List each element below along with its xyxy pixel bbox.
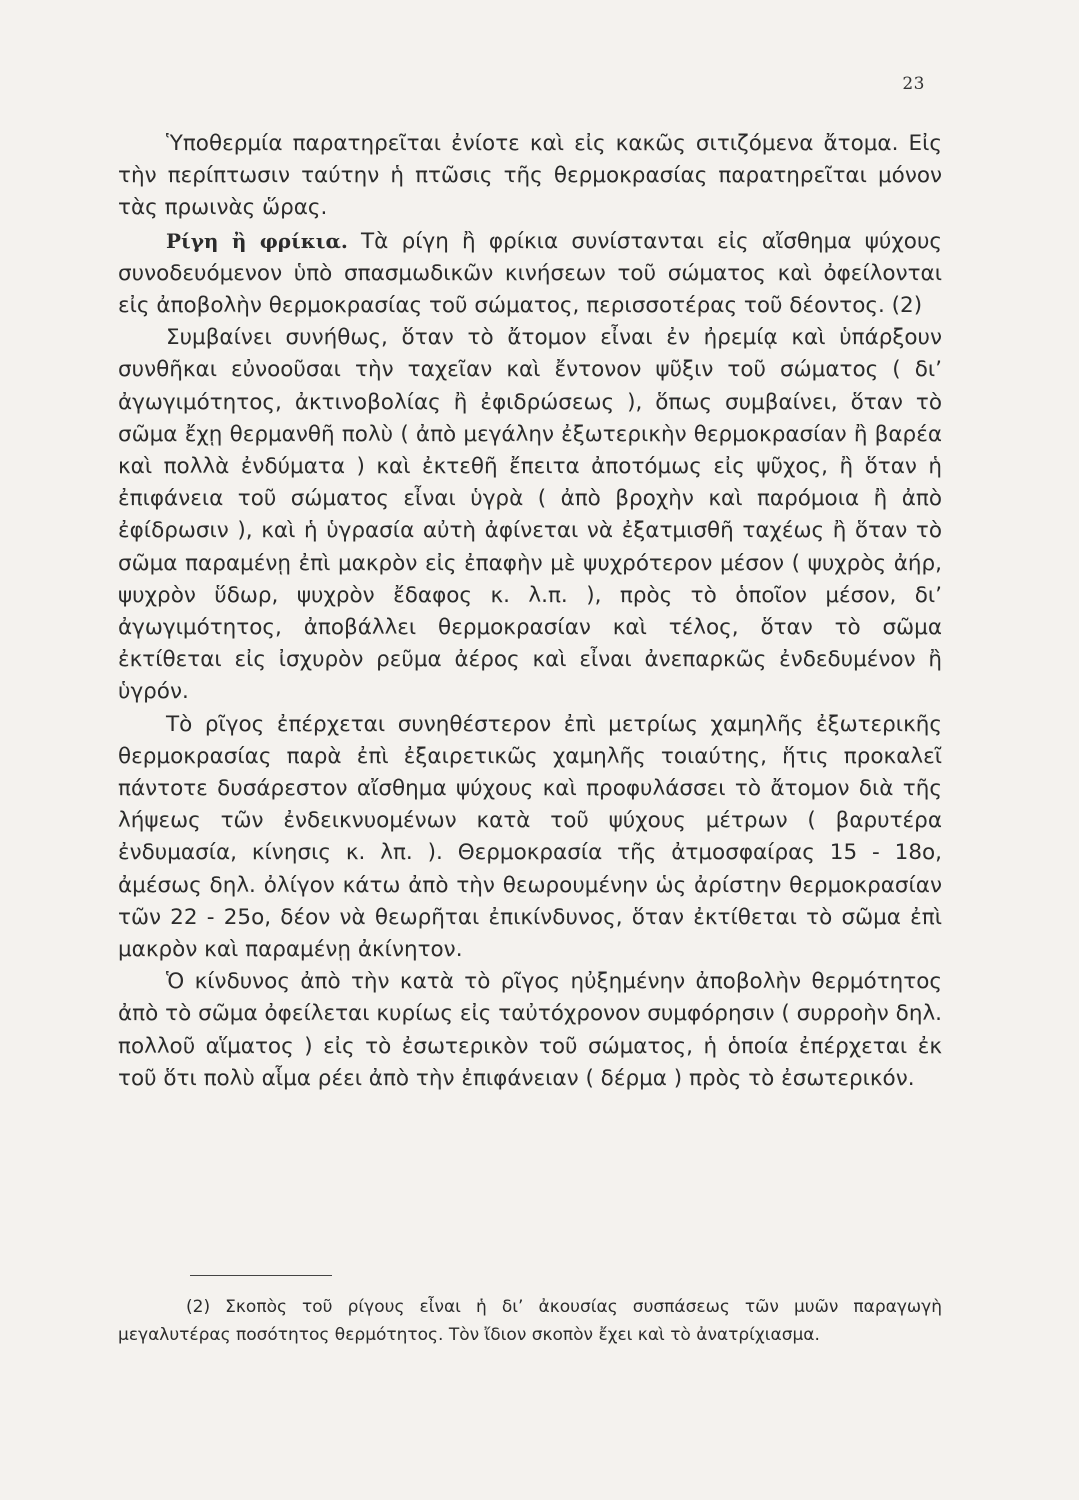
paragraph-rigors bbox=[118, 225, 942, 323]
page-number: 23 bbox=[902, 74, 925, 94]
paragraph-danger: Ὁ κίνδυνος ἀπὸ τὴν κατὰ τὸ ρῖγος ηὐξημένην ἀποβολὴν θερμότητος ἀπὸ τὸ σῶμα ὀφείλεται κυρίως εἰς ταὐτόχρονον συμφόρησιν ( συρροὴν δηλ. πολλοῦ αἵματος ) εἰς τὸ ἐσωτερικὸν τοῦ σώματος, ἡ ὁποία ἐπέρχεται ἐκ τοῦ ὅτι πολὺ αἷμα ρέει ἀπὸ τὴν ἐπιφάνειαν ( δέρμα ) πρὸς τὸ ἐσωτερικόν. bbox=[118, 969, 942, 1091]
paragraph-hypothermia: Ὑποθερμία παρατηρεῖται ἐνίοτε καὶ εἰς κακῶς σιτιζόμενα ἄτομα. Εἰς τὴν περίπτωσιν ταύτην ἡ πτῶσις τῆς θερμοκρασίας παρατηρεῖται μόνον τὰς πρωινὰς ὥρας. bbox=[118, 131, 942, 221]
paragraph-causes: Συμβαίνει συνήθως, ὅταν τὸ ἄτομον εἶναι ἐν ἠρεμίᾳ καὶ ὑπάρξουν συνθῆκαι εὐνοοῦσαι τὴν ταχεῖαν καὶ ἔντονον ψῦξιν τοῦ σώματος ( δι’ ἀγωγιμότητος, ἀκτινοβολίας ἢ ἐφιδρώσεως ), ὅπως συμβαίνει, ὅταν τὸ σῶμα ἔχῃ θερμανθῆ πολὺ ( ἀπὸ μεγάλην ἐξωτερικὴν θερμοκρασίαν ἢ βαρέα καὶ πολλὰ ἐνδύματα ) καὶ ἐκτεθῆ ἔπειτα ἀποτόμως εἰς ψῦχος, ἢ ὅταν ἡ ἐπιφάνεια τοῦ σώματος εἶναι ὑγρὰ ( ἀπὸ βροχὴν καὶ παρόμοια ἢ ἀπὸ ἐφίδρωσιν ), καὶ ἡ ὑγρασία αὐτὴ ἀφίνεται νὰ ἐξατμισθῆ ταχέως ἢ ὅταν τὸ σῶμα παραμένῃ ἐπὶ μακρὸν εἰς ἐπαφὴν μὲ ψυχρότερον μέσον ( ψυχρὸς ἀήρ, ψυχρὸν ὕδωρ, ψυχρὸν ἔδαφος κ. λ.π. ), πρὸς τὸ ὁποῖον μέσον, δι’ ἀγωγιμότητος, ἀποβάλλει θερμοκρασίαν καὶ τέλος, ὅταν τὸ σῶμα ἐκτίθεται εἰς ἰσχυρὸν ρεῦμα ἀέρος καὶ εἶναι ἀνεπαρκῶς ἐνδεδυμένον ἢ ὑγρόν. bbox=[118, 325, 942, 705]
footnote bbox=[118, 1293, 942, 1349]
paragraph-rigors-text: Τὰ ρίγη ἢ φρίκια συνίστανται εἰς αἴσθημα ψύχους συνοδευόμενον ὑπὸ σπασμωδικῶν κινήσεων τοῦ σώματος καὶ ὀφείλονται εἰς ἀποβολὴν θερμοκρασίας τοῦ σώματος, περισσοτέρας τοῦ δέοντος. (2) bbox=[118, 228, 942, 319]
section-heading-rigors: Ρίγη ἢ φρίκια. bbox=[166, 228, 348, 253]
footnote-text: (2) Σκοπὸς τοῦ ρίγους εἶναι ἡ δι’ ἀκουσίας συσπάσεως τῶν μυῶν παραγωγὴ μεγαλυτέρας ποσότητος θερμότητος. Τὸν ἴδιον σκοπὸν ἔχει καὶ τὸ ἀνατρίχιασμα. bbox=[118, 1297, 942, 1345]
body-text bbox=[118, 128, 942, 1095]
footnote-divider bbox=[190, 1275, 332, 1276]
paragraph-temperature: Τὸ ρῖγος ἐπέρχεται συνηθέστερον ἐπὶ μετρίως χαμηλῆς ἐξωτερικῆς θερμοκρασίας παρὰ ἐπὶ ἐξαιρετικῶς χαμηλῆς τοιαύτης, ἥτις προκαλεῖ πάντοτε δυσάρεστον αἴσθημα ψύχους καὶ προφυλάσσει τὸ ἄτομον διὰ τῆς λήψεως τῶν ἐνδεικνυομένων κατὰ τοῦ ψύχους μέτρων ( βαρυτέρα ἐνδυμασία, κίνησις κ. λπ. ). Θερμοκρασία τῆς ἀτμοσφαίρας 15 - 18ο, ἀμέσως δηλ. ὀλίγον κάτω ἀπὸ τὴν θεωρουμένην ὡς ἀρίστην θερμοκρασίαν τῶν 22 - 25ο, δέον νὰ θεωρῆται ἐπικίνδυνος, ὅταν ἐκτίθεται τὸ σῶμα ἐπὶ μακρὸν καὶ παραμένῃ ἀκίνητον. bbox=[118, 711, 942, 963]
